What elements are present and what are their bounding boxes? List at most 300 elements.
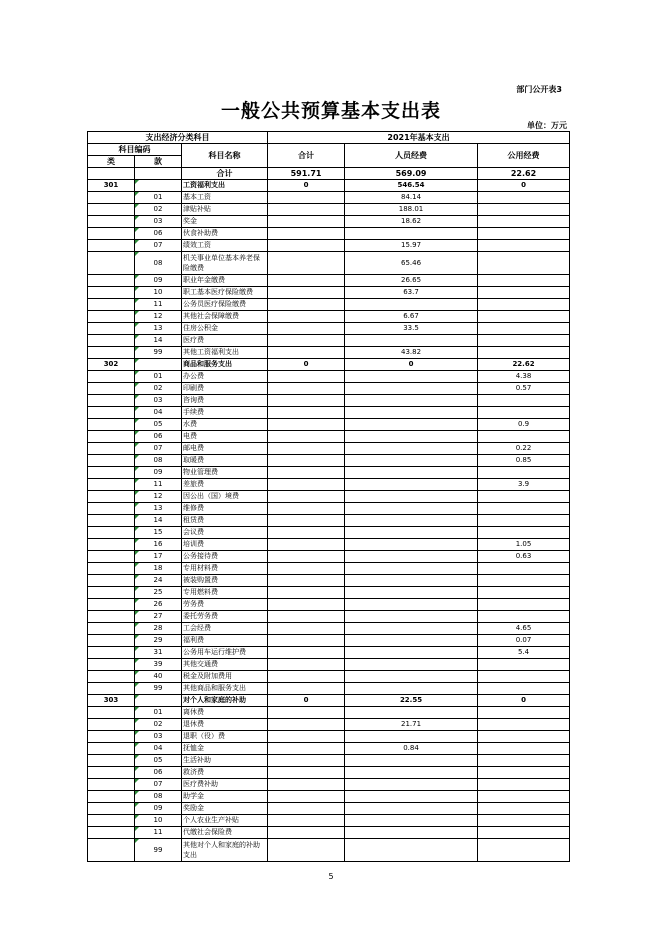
- item-public: [478, 575, 570, 587]
- item-name: 基本工资: [182, 192, 268, 204]
- item-public: [478, 204, 570, 216]
- empty-cell: [88, 839, 135, 862]
- empty-cell: [88, 743, 135, 755]
- item-personnel: [345, 503, 478, 515]
- item-public: [478, 515, 570, 527]
- empty-cell: [88, 335, 135, 347]
- item-total: [268, 407, 345, 419]
- empty-cell: [88, 491, 135, 503]
- item-total: [268, 216, 345, 228]
- empty-cell: [88, 455, 135, 467]
- item-public: [478, 335, 570, 347]
- table-row: [88, 539, 570, 551]
- item-total: [268, 287, 345, 299]
- table-row: [88, 204, 570, 216]
- kuan-code: 02: [135, 204, 182, 216]
- item-public: [478, 563, 570, 575]
- item-personnel: 15.97: [345, 240, 478, 252]
- col-kuan-header: 款: [135, 156, 182, 168]
- kuan-code: 27: [135, 611, 182, 623]
- empty-cell: [88, 467, 135, 479]
- item-name: 会议费: [182, 527, 268, 539]
- table-row: [88, 455, 570, 467]
- item-personnel: [345, 779, 478, 791]
- item-name: 离休费: [182, 707, 268, 719]
- item-personnel: [345, 395, 478, 407]
- item-total: [268, 659, 345, 671]
- item-public: 3.9: [478, 479, 570, 491]
- item-public: [478, 240, 570, 252]
- item-name: 被装购置费: [182, 575, 268, 587]
- item-public: [478, 323, 570, 335]
- item-total: [268, 599, 345, 611]
- table-row: [88, 827, 570, 839]
- table-row: [88, 779, 570, 791]
- item-total: [268, 347, 345, 359]
- item-personnel: [345, 228, 478, 240]
- empty-cell: [88, 371, 135, 383]
- item-public: [478, 599, 570, 611]
- item-personnel: [345, 767, 478, 779]
- section-personnel: 546.54: [345, 180, 478, 192]
- col-total-header: 合计: [268, 144, 345, 168]
- kuan-code: 99: [135, 347, 182, 359]
- section-code: 301: [88, 180, 135, 192]
- item-public: [478, 527, 570, 539]
- empty-cell: [88, 563, 135, 575]
- table-row: [88, 527, 570, 539]
- item-name: 绩效工资: [182, 240, 268, 252]
- item-name: 福利费: [182, 635, 268, 647]
- empty-cell: [88, 599, 135, 611]
- item-personnel: 21.71: [345, 719, 478, 731]
- table-row: [88, 587, 570, 599]
- section-public: 0: [478, 180, 570, 192]
- item-total: [268, 779, 345, 791]
- table-row: [88, 623, 570, 635]
- total-row: [88, 168, 570, 180]
- kuan-code: 11: [135, 827, 182, 839]
- table-row: [88, 407, 570, 419]
- empty-cell: [88, 299, 135, 311]
- item-personnel: [345, 383, 478, 395]
- item-name: 其他对个人和家庭的补助支出: [182, 839, 268, 862]
- table-row: [88, 683, 570, 695]
- item-total: [268, 539, 345, 551]
- item-name: 差旅费: [182, 479, 268, 491]
- col-name-header: 科目名称: [182, 144, 268, 168]
- total-personnel: 569.09: [345, 168, 478, 180]
- kuan-code: 04: [135, 407, 182, 419]
- item-total: [268, 240, 345, 252]
- section-row: [88, 359, 570, 371]
- item-public: [478, 503, 570, 515]
- item-public: [478, 803, 570, 815]
- item-name: 电费: [182, 431, 268, 443]
- item-public: [478, 743, 570, 755]
- item-total: [268, 671, 345, 683]
- table-row: [88, 803, 570, 815]
- empty-cell: [88, 323, 135, 335]
- item-total: [268, 815, 345, 827]
- item-personnel: [345, 803, 478, 815]
- item-name: 助学金: [182, 791, 268, 803]
- item-personnel: [345, 467, 478, 479]
- kuan-code: 12: [135, 311, 182, 323]
- empty-cell: [88, 347, 135, 359]
- section-total: 0: [268, 180, 345, 192]
- item-public: [478, 611, 570, 623]
- table-row: [88, 515, 570, 527]
- item-total: [268, 479, 345, 491]
- empty-cell: [88, 407, 135, 419]
- item-name: 水费: [182, 419, 268, 431]
- kuan-code: 25: [135, 587, 182, 599]
- item-total: [268, 551, 345, 563]
- section-public: 0: [478, 695, 570, 707]
- header-row-1: [88, 132, 570, 144]
- item-personnel: [345, 335, 478, 347]
- empty-cell: [88, 311, 135, 323]
- year-group-header: 2021年基本支出: [268, 132, 570, 144]
- section-total: 0: [268, 695, 345, 707]
- item-personnel: [345, 431, 478, 443]
- empty-cell: [88, 443, 135, 455]
- table-row: [88, 347, 570, 359]
- item-name: 其他商品和服务支出: [182, 683, 268, 695]
- empty-cell: [88, 216, 135, 228]
- item-name: 委托劳务费: [182, 611, 268, 623]
- kuan-code: 08: [135, 791, 182, 803]
- item-name: 维修费: [182, 503, 268, 515]
- empty-cell: [88, 479, 135, 491]
- kuan-code: 03: [135, 395, 182, 407]
- item-public: [478, 719, 570, 731]
- item-personnel: [345, 755, 478, 767]
- item-total: [268, 371, 345, 383]
- section-code: 303: [88, 695, 135, 707]
- kuan-code: 11: [135, 479, 182, 491]
- kuan-code: 04: [135, 743, 182, 755]
- table-row: [88, 767, 570, 779]
- item-public: 1.05: [478, 539, 570, 551]
- section-row: [88, 695, 570, 707]
- item-public: [478, 216, 570, 228]
- item-total: [268, 252, 345, 275]
- kuan-code: 07: [135, 240, 182, 252]
- item-total: [268, 767, 345, 779]
- item-personnel: [345, 539, 478, 551]
- table-row: [88, 228, 570, 240]
- kuan-code: 08: [135, 252, 182, 275]
- table-row: [88, 599, 570, 611]
- item-total: [268, 731, 345, 743]
- table-row: [88, 443, 570, 455]
- page-title: 一般公共预算基本支出表: [220, 100, 441, 122]
- item-name: 取暖费: [182, 455, 268, 467]
- table-row: [88, 575, 570, 587]
- item-total: [268, 491, 345, 503]
- empty-cell: [135, 359, 182, 371]
- item-personnel: [345, 623, 478, 635]
- item-name: 代缴社会保险费: [182, 827, 268, 839]
- table-row: [88, 731, 570, 743]
- item-name: 专用燃料费: [182, 587, 268, 599]
- item-name: 住房公积金: [182, 323, 268, 335]
- table-row: [88, 467, 570, 479]
- item-public: 5.4: [478, 647, 570, 659]
- table-row: [88, 240, 570, 252]
- empty-cell: [88, 527, 135, 539]
- item-total: [268, 383, 345, 395]
- item-name: 奖金: [182, 216, 268, 228]
- table-row: [88, 791, 570, 803]
- item-total: [268, 743, 345, 755]
- table-row: [88, 383, 570, 395]
- item-personnel: [345, 455, 478, 467]
- item-name: 专用材料费: [182, 563, 268, 575]
- item-name: 印刷费: [182, 383, 268, 395]
- item-personnel: [345, 659, 478, 671]
- item-public: [478, 755, 570, 767]
- item-total: [268, 587, 345, 599]
- item-name: 邮电费: [182, 443, 268, 455]
- item-total: [268, 683, 345, 695]
- table-row: [88, 311, 570, 323]
- item-name: 医疗费: [182, 335, 268, 347]
- item-total: [268, 803, 345, 815]
- section-row: [88, 180, 570, 192]
- kuan-code: 12: [135, 491, 182, 503]
- kuan-code: 01: [135, 707, 182, 719]
- empty-cell: [135, 180, 182, 192]
- kuan-code: 14: [135, 515, 182, 527]
- item-public: [478, 347, 570, 359]
- item-name: 手续费: [182, 407, 268, 419]
- empty-cell: [88, 383, 135, 395]
- table-row: [88, 491, 570, 503]
- section-personnel: 0: [345, 359, 478, 371]
- table-row: [88, 335, 570, 347]
- item-personnel: [345, 551, 478, 563]
- table-row: [88, 719, 570, 731]
- empty-cell: [88, 755, 135, 767]
- item-public: [478, 815, 570, 827]
- item-total: [268, 755, 345, 767]
- unit-label: 单位：万元: [527, 121, 567, 130]
- kuan-code: 10: [135, 287, 182, 299]
- kuan-code: 10: [135, 815, 182, 827]
- item-total: [268, 515, 345, 527]
- item-personnel: [345, 587, 478, 599]
- kuan-code: 06: [135, 228, 182, 240]
- item-name: 公务员医疗保险缴费: [182, 299, 268, 311]
- item-total: [268, 563, 345, 575]
- item-total: [268, 419, 345, 431]
- item-personnel: [345, 599, 478, 611]
- section-name: 工资福利支出: [182, 180, 268, 192]
- kuan-code: 15: [135, 527, 182, 539]
- empty-cell: [88, 791, 135, 803]
- total-public: 22.62: [478, 168, 570, 180]
- item-total: [268, 323, 345, 335]
- item-total: [268, 455, 345, 467]
- item-public: 0.85: [478, 455, 570, 467]
- code-group-header: 科目编码: [88, 144, 182, 156]
- item-total: [268, 431, 345, 443]
- item-personnel: 65.46: [345, 252, 478, 275]
- kuan-code: 24: [135, 575, 182, 587]
- item-personnel: [345, 827, 478, 839]
- item-public: 0.57: [478, 383, 570, 395]
- kuan-code: 02: [135, 719, 182, 731]
- empty-cell: [88, 539, 135, 551]
- item-public: [478, 299, 570, 311]
- item-total: [268, 647, 345, 659]
- table-row: [88, 647, 570, 659]
- table-row: [88, 659, 570, 671]
- kuan-code: 14: [135, 335, 182, 347]
- kuan-code: 06: [135, 431, 182, 443]
- empty-cell: [135, 695, 182, 707]
- kuan-code: 01: [135, 192, 182, 204]
- item-name: 其他社会保障缴费: [182, 311, 268, 323]
- item-personnel: 84.14: [345, 192, 478, 204]
- item-personnel: 0.84: [345, 743, 478, 755]
- table-row: [88, 299, 570, 311]
- item-name: 奖励金: [182, 803, 268, 815]
- col-personnel-header: 人员经费: [345, 144, 478, 168]
- table-row: [88, 635, 570, 647]
- section-code: 302: [88, 359, 135, 371]
- item-name: 救济费: [182, 767, 268, 779]
- item-personnel: [345, 527, 478, 539]
- item-public: [478, 467, 570, 479]
- item-personnel: [345, 707, 478, 719]
- item-personnel: 26.65: [345, 275, 478, 287]
- item-name: 津贴补贴: [182, 204, 268, 216]
- item-total: [268, 575, 345, 587]
- table-row: [88, 252, 570, 275]
- item-total: [268, 335, 345, 347]
- table-row: [88, 743, 570, 755]
- item-personnel: 33.5: [345, 323, 478, 335]
- empty-cell: [88, 815, 135, 827]
- table-row: [88, 287, 570, 299]
- item-name: 伙食补助费: [182, 228, 268, 240]
- item-personnel: [345, 443, 478, 455]
- item-name: 租赁费: [182, 515, 268, 527]
- header-row-2: [88, 144, 570, 156]
- item-personnel: 63.7: [345, 287, 478, 299]
- item-name: 公务用车运行维护费: [182, 647, 268, 659]
- item-personnel: [345, 791, 478, 803]
- item-name: 退职（役）费: [182, 731, 268, 743]
- item-public: 0.07: [478, 635, 570, 647]
- item-public: [478, 287, 570, 299]
- col-public-header: 公用经费: [478, 144, 570, 168]
- kuan-code: 39: [135, 659, 182, 671]
- item-public: [478, 311, 570, 323]
- item-personnel: 18.62: [345, 216, 478, 228]
- item-total: [268, 839, 345, 862]
- kuan-code: 99: [135, 839, 182, 862]
- table-row: [88, 611, 570, 623]
- table-row: [88, 216, 570, 228]
- item-name: 工会经费: [182, 623, 268, 635]
- item-public: [478, 659, 570, 671]
- kuan-code: 17: [135, 551, 182, 563]
- item-name: 其他工资福利支出: [182, 347, 268, 359]
- kuan-code: 29: [135, 635, 182, 647]
- kuan-code: 26: [135, 599, 182, 611]
- item-personnel: [345, 731, 478, 743]
- kuan-code: 09: [135, 275, 182, 287]
- item-name: 公务接待费: [182, 551, 268, 563]
- table-row: [88, 395, 570, 407]
- item-personnel: [345, 683, 478, 695]
- item-public: [478, 827, 570, 839]
- table-row: [88, 503, 570, 515]
- item-total: [268, 395, 345, 407]
- empty-cell: [88, 803, 135, 815]
- empty-cell: [88, 647, 135, 659]
- empty-cell: [88, 252, 135, 275]
- page-number: 5: [328, 872, 334, 881]
- item-personnel: [345, 479, 478, 491]
- empty-cell: [88, 503, 135, 515]
- kuan-code: 28: [135, 623, 182, 635]
- item-public: [478, 431, 570, 443]
- col-lei-header: 类: [88, 156, 135, 168]
- budget-table-body: [88, 132, 570, 862]
- item-name: 培训费: [182, 539, 268, 551]
- kuan-code: 18: [135, 563, 182, 575]
- empty-cell: [88, 240, 135, 252]
- item-name: 生活补助: [182, 755, 268, 767]
- item-public: 0.22: [478, 443, 570, 455]
- item-public: [478, 228, 570, 240]
- table-row: [88, 563, 570, 575]
- empty-cell: [88, 419, 135, 431]
- empty-cell: [88, 731, 135, 743]
- kuan-code: 40: [135, 671, 182, 683]
- item-personnel: [345, 671, 478, 683]
- item-personnel: 188.01: [345, 204, 478, 216]
- kuan-code: 03: [135, 216, 182, 228]
- empty-cell: [88, 779, 135, 791]
- empty-cell: [88, 623, 135, 635]
- item-personnel: [345, 647, 478, 659]
- item-name: 税金及附加费用: [182, 671, 268, 683]
- kuan-code: 09: [135, 467, 182, 479]
- empty-cell: [88, 767, 135, 779]
- item-public: [478, 275, 570, 287]
- item-name: 因公出（国）境费: [182, 491, 268, 503]
- kuan-code: 99: [135, 683, 182, 695]
- item-personnel: [345, 419, 478, 431]
- item-public: [478, 731, 570, 743]
- empty-cell: [88, 204, 135, 216]
- item-total: [268, 611, 345, 623]
- item-public: [478, 407, 570, 419]
- kuan-code: 06: [135, 767, 182, 779]
- empty-cell: [88, 431, 135, 443]
- table-row: [88, 707, 570, 719]
- empty-cell: [88, 827, 135, 839]
- item-name: 抚恤金: [182, 743, 268, 755]
- section-name: 商品和服务支出: [182, 359, 268, 371]
